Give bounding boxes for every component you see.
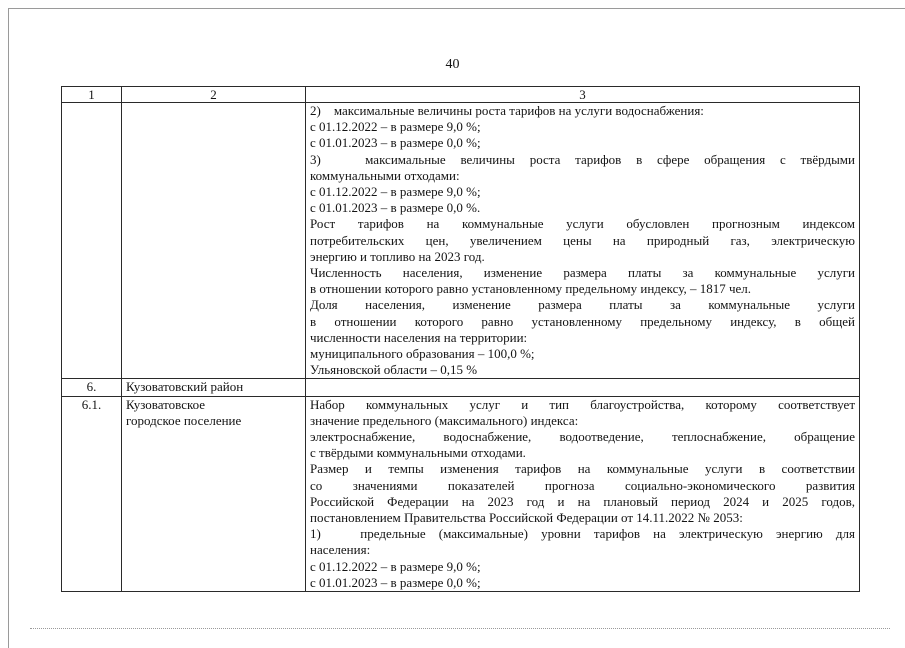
row-number: 6.1. xyxy=(62,396,122,591)
text-line: с 01.01.2023 – в размере 0,0 %. xyxy=(310,200,481,216)
text-line: энергию и топливо на 2023 год. xyxy=(310,248,485,264)
text-line: в отношении которого равно установленному предельному индексу, в общей xyxy=(310,313,855,329)
column-header-1: 1 xyxy=(62,87,122,103)
column-header-2: 2 xyxy=(122,87,306,103)
text-line: Рост тарифов на коммунальные услуги обусловлен прогнозным индексом xyxy=(310,216,855,232)
table-row-continuation xyxy=(62,103,860,379)
settlement-name-line: городское поселение xyxy=(126,412,242,428)
text-line: потребительских цен, увеличением цены на природный газ, электрическую xyxy=(310,232,855,248)
text-line: с 01.12.2022 – в размере 9,0 %; xyxy=(310,184,481,200)
text-line: постановлением Правительства Российской Федерации от 14.11.2022 № 2053: xyxy=(310,510,743,526)
settlement-name xyxy=(122,396,306,591)
document-table xyxy=(61,86,860,592)
text-line: Доля населения, изменение размера платы за коммунальные услуги xyxy=(310,297,855,313)
text-line: Размер и темпы изменения тарифов на коммунальные услуги в соответствии xyxy=(310,461,855,477)
text-line: в отношении которого равно установленному предельному индексу, – 1817 чел. xyxy=(310,281,752,297)
text-line: населения: xyxy=(310,542,371,558)
text-line: с 01.12.2022 – в размере 9,0 %; xyxy=(310,558,481,574)
district-name: Кузоватовский район xyxy=(122,379,306,396)
table-header-row xyxy=(62,87,860,103)
text-line: Численность населения, изменение размера платы за коммунальные услуги xyxy=(310,265,855,281)
text-line: с 01.01.2023 – в размере 0,0 %; xyxy=(310,135,481,151)
row-number: 6. xyxy=(62,379,122,396)
text-line: коммунальными отходами: xyxy=(310,167,460,183)
text-line: численности населения на территории: xyxy=(310,329,528,345)
text-line: 1) предельные (максимальные) уровни тарифов на электрическую энергию для xyxy=(310,526,855,542)
text-line: 3) максимальные величины роста тарифов в сфере обращения с твёрдыми xyxy=(310,151,855,167)
text-line: с 01.12.2022 – в размере 9,0 %; xyxy=(310,119,481,135)
page-number: 40 xyxy=(445,57,460,72)
cell-number-empty xyxy=(62,103,122,379)
cell-name-empty xyxy=(122,103,306,379)
cell-content xyxy=(306,103,860,379)
text-line: со значениями показателей прогноза социально-экономического развития xyxy=(310,477,855,493)
text-line: Ульяновской области – 0,15 % xyxy=(310,362,478,378)
settlement-name-line: Кузоватовское xyxy=(126,396,206,412)
text-line: с твёрдыми коммунальными отходами. xyxy=(310,445,526,461)
text-line: Российской Федерации на 2023 год и на плановый период 2024 и 2025 годов, xyxy=(310,493,855,509)
settlement-content xyxy=(306,396,860,591)
column-header-3: 3 xyxy=(306,87,860,103)
text-line: муниципального образования – 100,0 %; xyxy=(310,346,535,362)
text-line: электроснабжение, водоснабжение, водоотведение, теплоснабжение, обращение xyxy=(310,429,855,445)
text-line: 2) максимальные величины роста тарифов на услуги водоснабжения: xyxy=(310,103,704,118)
text-line: с 01.01.2023 – в размере 0,0 %; xyxy=(310,574,481,590)
text-line: значение предельного (максимального) индекса: xyxy=(310,412,579,428)
scan-edge-line xyxy=(30,628,890,632)
text-line: Набор коммунальных услуг и тип благоустройства, которому соответствует xyxy=(310,396,855,412)
table-row-district xyxy=(62,379,860,396)
district-content xyxy=(306,379,860,396)
table-row-settlement xyxy=(62,396,860,591)
